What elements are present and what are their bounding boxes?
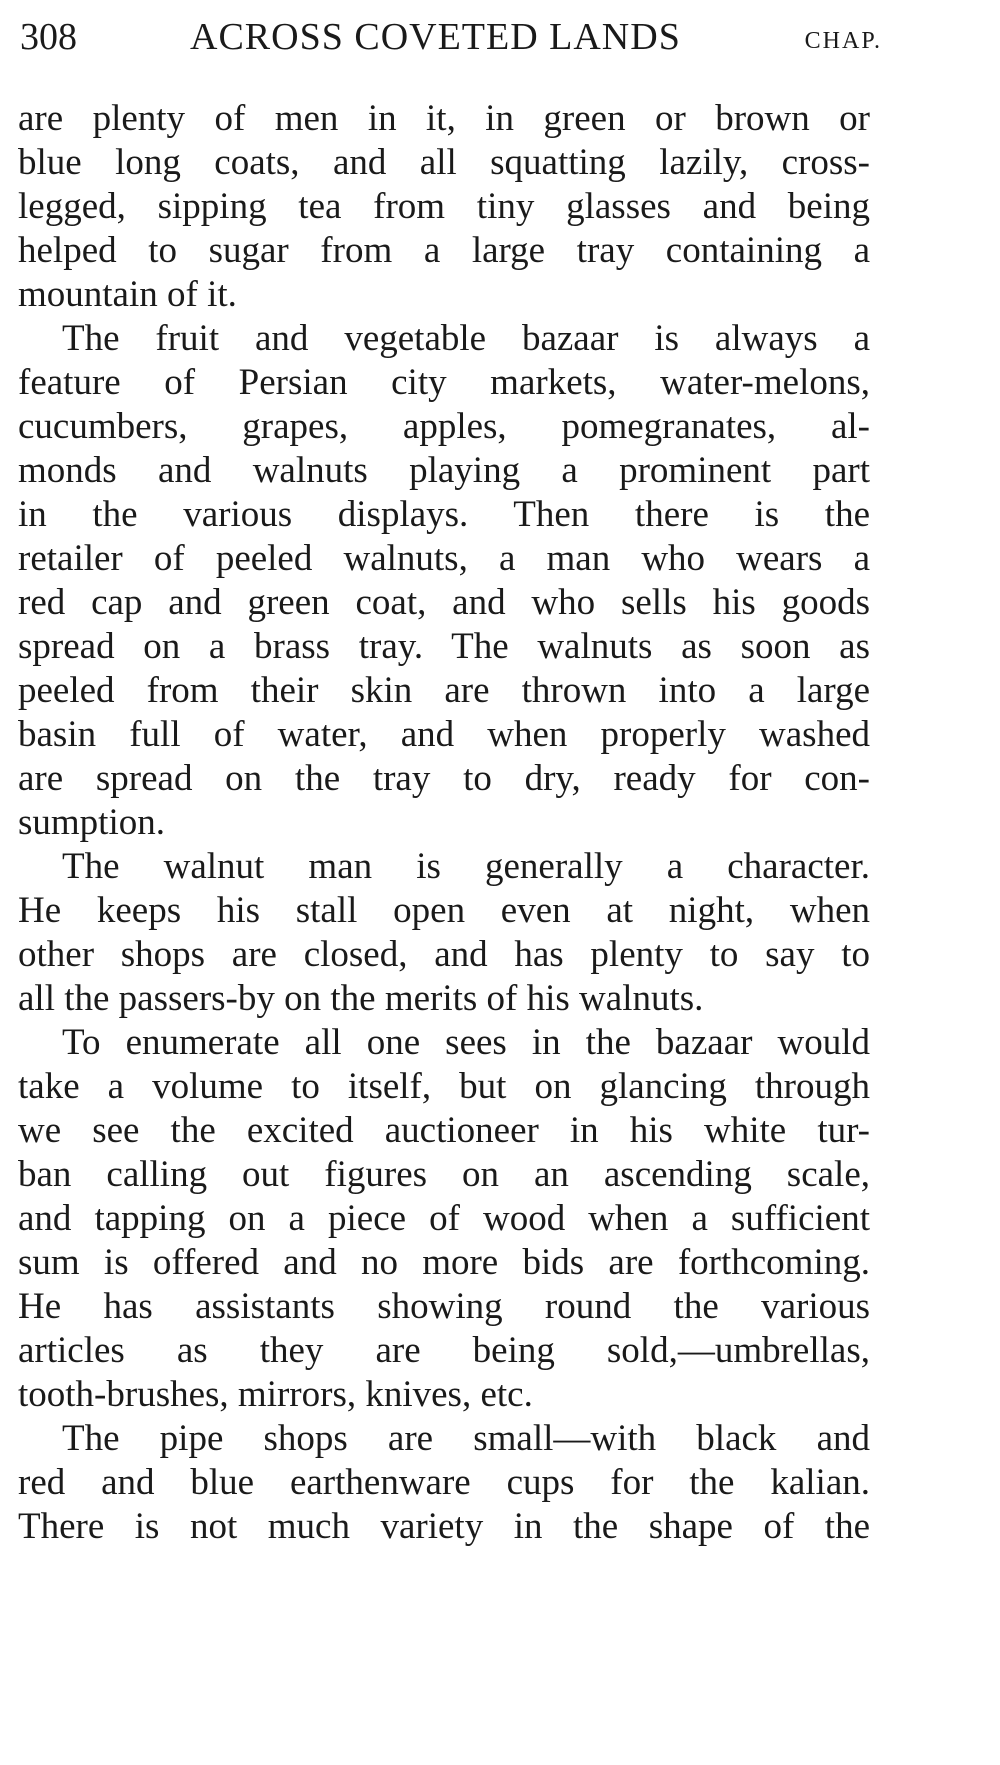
text-line: To enumerate all one sees in the bazaar would [62, 1022, 870, 1063]
text-line: monds and walnuts playing a prominent part [18, 450, 870, 491]
text-line: There is not much variety in the shape of the [18, 1506, 870, 1547]
text-line: articles as they are being sold,—umbrellas, [18, 1330, 870, 1371]
page-header [20, 12, 882, 62]
text-line: sumption. [18, 802, 165, 843]
body-text [18, 97, 870, 1549]
paragraph [18, 317, 870, 845]
text-line: feature of Persian city markets, water-melons, [18, 362, 870, 403]
text-line: are spread on the tray to dry, ready for con- [18, 758, 870, 799]
paragraph [18, 1021, 870, 1417]
text-line: red and blue earthenware cups for the kalian. [18, 1462, 870, 1503]
text-line: cucumbers, grapes, apples, pomegranates, al- [18, 406, 870, 447]
text-line: tooth-brushes, mirrors, knives, etc. [18, 1374, 533, 1415]
text-line: blue long coats, and all squatting lazily, cross- [18, 142, 870, 183]
text-line: mountain of it. [18, 274, 237, 315]
paragraph [18, 97, 870, 317]
text-line: other shops are closed, and has plenty to say to [18, 934, 870, 975]
text-line: and tapping on a piece of wood when a sufficient [18, 1198, 870, 1239]
text-line: The walnut man is generally a character. [62, 846, 870, 887]
paragraph [18, 845, 870, 1021]
text-line: He keeps his stall open even at night, when [18, 890, 870, 931]
text-line: retailer of peeled walnuts, a man who wears a [18, 538, 870, 579]
text-line: legged, sipping tea from tiny glasses and being [18, 186, 870, 227]
text-line: red cap and green coat, and who sells his goods [18, 582, 870, 623]
text-line: sum is offered and no more bids are forthcoming. [18, 1242, 870, 1283]
text-line: take a volume to itself, but on glancing through [18, 1066, 870, 1107]
text-line: He has assistants showing round the various [18, 1286, 870, 1327]
text-line: ban calling out figures on an ascending scale, [18, 1154, 870, 1195]
text-line: basin full of water, and when properly washed [18, 714, 870, 755]
paragraph [18, 1417, 870, 1549]
text-line: in the various displays. Then there is the [18, 494, 870, 535]
chapter-label: CHAP. [804, 28, 882, 54]
text-line: helped to sugar from a large tray containing a [18, 230, 870, 271]
text-line: we see the excited auctioneer in his white tur- [18, 1110, 870, 1151]
text-line: are plenty of men in it, in green or brown or [18, 98, 870, 139]
text-line: all the passers-by on the merits of his walnuts. [18, 978, 704, 1019]
text-line: peeled from their skin are thrown into a large [18, 670, 870, 711]
text-line: The fruit and vegetable bazaar is always a [62, 318, 870, 359]
text-line: The pipe shops are small—with black and [62, 1418, 870, 1459]
text-line: spread on a brass tray. The walnuts as soon as [18, 626, 870, 667]
page-number: 308 [20, 16, 77, 58]
running-title: ACROSS COVETED LANDS [190, 16, 681, 58]
